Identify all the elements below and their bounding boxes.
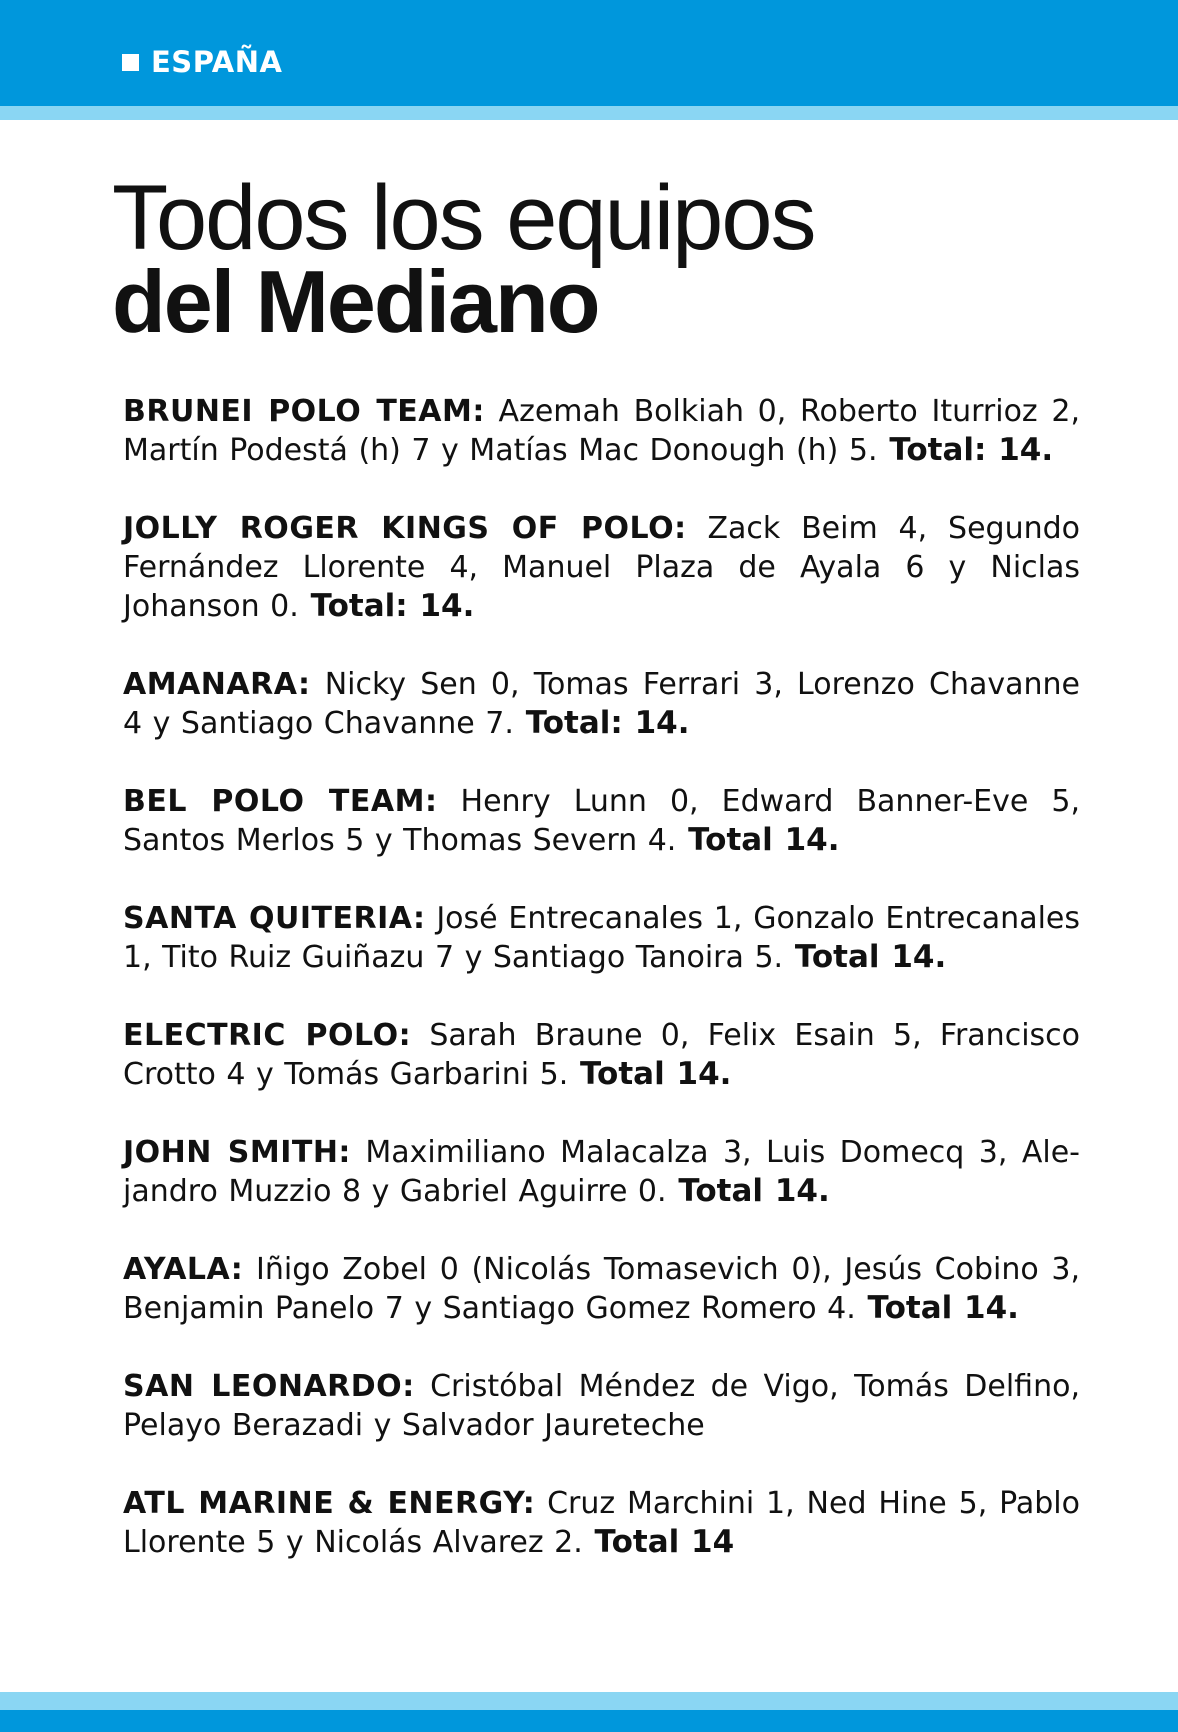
team-name: BEL POLO TEAM: (123, 784, 438, 819)
team-entry-san-leonardo (123, 1367, 1080, 1445)
team-players: Cristóbal Méndez de Vigo, Tomás Delfino, Pelayo Berazadi y Salvador Jaureteche (123, 1369, 1080, 1443)
footer-band (0, 1710, 1178, 1732)
title-line-2: del Mediano (112, 252, 599, 351)
team-players: Nicky Sen 0, Tomas Ferrari 3, Lorenzo Chavanne 4 y Santiago Chavanne 7. (123, 667, 1080, 741)
team-entry-bel-polo-team (123, 782, 1080, 860)
team-entry-john-smith (123, 1133, 1080, 1211)
team-entry-ayala (123, 1250, 1080, 1328)
footer-stripe (0, 1692, 1178, 1710)
square-bullet-icon (122, 54, 139, 71)
team-total: Total 14. (783, 939, 947, 975)
team-players: Maximiliano Malacalza 3, Luis Domecq 3, Alejandro Muzzio 8 y Gabriel Aguirre 0. (123, 1135, 1080, 1209)
team-entry-amanara (123, 665, 1080, 743)
team-name: JOHN SMITH: (123, 1135, 351, 1170)
team-total: Total 14. (568, 1056, 732, 1092)
team-total: Total: 14. (513, 705, 690, 741)
team-name: JOLLY ROGER KINGS OF POLO: (123, 511, 687, 546)
team-players: Cruz Marchini 1, Ned Hine 5, Pablo Llorente 5 y Nicolás Alvarez 2. (123, 1486, 1080, 1560)
teams-list (123, 392, 1080, 1601)
team-total: Total: 14. (877, 432, 1054, 468)
team-total: Total 14. (676, 822, 840, 858)
team-players: Zack Beim 4, Segundo Fernández Llorente 4, Manuel Plaza de Ayala 6 y Niclas Johanson 0. (123, 511, 1080, 624)
team-total: Total 14 (582, 1524, 735, 1560)
team-name: ELECTRIC POLO: (123, 1018, 412, 1053)
team-players: José Entrecanales 1, Gonzalo Entrecanales 1, Tito Ruiz Guiñazu 7 y Santiago Tanoira 5. (123, 901, 1080, 975)
team-name: ATL MARINE & ENERGY: (123, 1486, 536, 1521)
team-entry-electric-polo (123, 1016, 1080, 1094)
team-players: Iñigo Zobel 0 (Nicolás Tomasevich 0), Jesús Cobino 3, Benjamin Panelo 7 y Santiago Gomez Romero 4. (123, 1252, 1080, 1326)
page-title (112, 167, 815, 351)
team-total: Total 14. (855, 1290, 1019, 1326)
team-name: SAN LEONARDO: (123, 1369, 415, 1404)
team-entry-atl-marine-energy (123, 1484, 1080, 1562)
team-entry-brunei-polo-team (123, 392, 1080, 470)
team-players: Henry Lunn 0, Edward Banner-Eve 5, Santos Merlos 5 y Thomas Severn 4. (123, 784, 1080, 858)
team-entry-santa-quiteria (123, 899, 1080, 977)
team-name: BRUNEI POLO TEAM: (123, 394, 485, 429)
team-total: Total: 14. (298, 588, 475, 624)
team-name: AYALA: (123, 1252, 244, 1287)
team-total: Total 14. (666, 1173, 830, 1209)
header-stripe (0, 106, 1178, 120)
team-name: SANTA QUITERIA: (123, 901, 426, 936)
section-label: ESPAÑA (151, 45, 283, 79)
team-players: Azemah Bolkiah 0, Roberto Iturrioz 2, Martín Podestá (h) 7 y Matías Mac Donough (h) 5. (123, 394, 1080, 468)
team-name: AMANARA: (123, 667, 311, 702)
section-tag (122, 45, 283, 79)
team-players: Sarah Braune 0, Felix Esain 5, Francisco Crotto 4 y Tomás Garbarini 5. (123, 1018, 1081, 1092)
title-line-1: Todos los equipos (112, 167, 815, 269)
team-entry-jolly-roger-kings-of-polo (123, 509, 1080, 626)
